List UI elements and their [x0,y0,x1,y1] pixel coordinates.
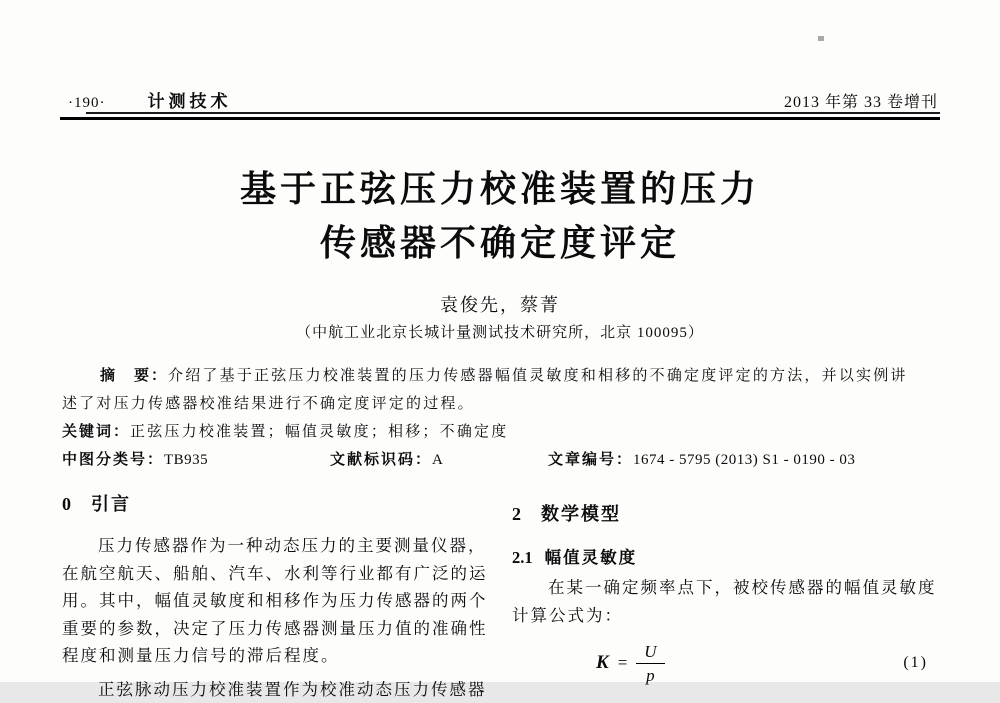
abstract-line-2: 述了对压力传感器校准结果进行不确定度评定的过程。 [62,390,940,418]
abstract-text-1: 介绍了基于正弦压力校准装置的压力传感器幅值灵敏度和相移的不确定度评定的方法，并以实例讲 [168,368,908,384]
meta-row [62,446,940,474]
abstract-line-1 [62,362,940,390]
clc-value: TB935 [164,452,208,468]
clc-label: 中图分类号： [62,451,164,468]
equation-lhs: K [596,652,609,674]
section-0-number: 0 [62,494,71,515]
doc-code-label: 文献标识码： [330,451,432,468]
keywords-text: 正弦压力校准装置；幅值灵敏度；相移；不确定度 [130,424,508,440]
body-text-line: 在某一确定频率点下，被校传感器的幅值灵敏度 [512,574,940,602]
article-title [0,162,1000,270]
body-text-line: 压力传感器作为一种动态压力的主要测量仪器， [62,532,490,560]
section-2-number: 2 [512,504,521,525]
article-id-value: 1674 - 5795 (2013) S1 - 0190 - 03 [633,452,855,468]
keywords-line [62,418,940,446]
left-column [62,490,490,703]
section-2-1-number: 2.1 [512,548,533,568]
body-text-line: 在航空航天、船舶、汽车、水利等行业都有广泛的运 [62,560,490,588]
section-2-1-heading [512,544,940,568]
section-0-title: 引言 [91,490,131,516]
right-column [512,500,940,689]
equation-1-row [512,637,940,689]
section-2-heading [512,500,940,526]
body-text-line: 重要的参数，决定了压力传感器测量压力值的准确性 [62,615,490,643]
affiliation: （中航工业北京长城计量测试技术研究所，北京 100095） [0,321,1000,342]
fraction-denominator: p [636,664,664,685]
journal-name: 计测技术 [148,87,232,112]
equation-number: (1) [903,654,928,672]
doc-code-value: A [432,452,443,468]
abstract-label: 摘 要： [100,367,168,384]
section-2-title: 数学模型 [541,500,621,526]
clc-item [62,446,208,474]
fraction-numerator: U [636,642,664,664]
page-header [68,86,938,112]
article-id-label: 文章编号： [548,451,633,468]
scan-speck-artifact [818,36,824,41]
issue-info: 2013 年第 33 卷增刊 [784,89,938,112]
equals-sign: = [618,653,628,673]
body-text-line: 程度和测量压力信号的滞后程度。 [62,642,490,670]
header-rule-top [86,112,940,114]
header-rule-bottom [60,117,940,120]
doc-code-item [330,446,443,474]
section-0-heading [62,490,490,516]
body-text-line-clipped: 正弦脉动压力校准装置作为校准动态压力传感器 [62,676,490,703]
front-matter [62,362,940,474]
body-text-line: 用。其中，幅值灵敏度和相移作为压力传感器的两个 [62,587,490,615]
keywords-label: 关键词： [62,423,130,440]
section-2-1-title: 幅值灵敏度 [545,544,638,568]
page-number: ·190· [68,95,106,112]
body-text-line: 计算公式为： [512,602,940,630]
fraction [636,642,664,685]
article-title-line-1: 基于正弦压力校准装置的压力 [0,162,1000,216]
article-id-item [548,446,855,474]
equation-1 [596,642,665,685]
article-title-line-2: 传感器不确定度评定 [0,216,1000,270]
authors: 袁俊先，蔡菁 [0,291,1000,317]
